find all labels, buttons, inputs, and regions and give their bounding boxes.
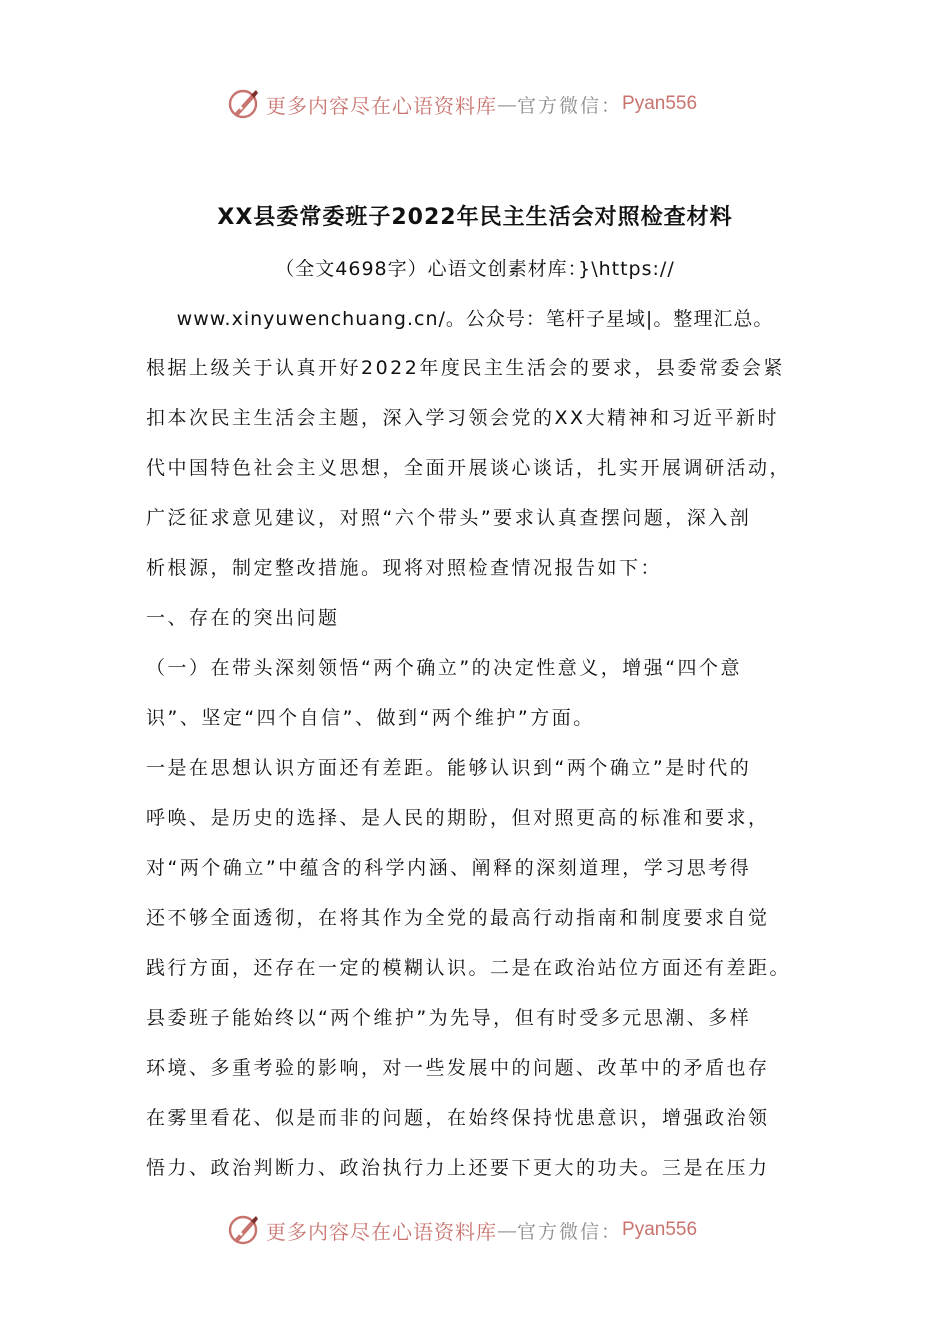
watermark-dash: —	[497, 1218, 517, 1242]
pen-nib-logo-icon	[226, 1212, 262, 1248]
body-line: 县委班子能始终以“两个维护”为先导，但有时受多元思潮、多样	[146, 1007, 752, 1029]
body-line: 广泛征求意见建议，对照“六个带头”要求认真查摆问题，深入剖	[146, 507, 752, 529]
body-line: 析根源，制定整改措施。现将对照检查情况报告如下：	[146, 557, 663, 579]
body-line: 悟力、政治判断力、政治执行力上还要下更大的功夫。三是在压力	[146, 1157, 770, 1179]
subsection-heading: 识”、坚定“四个自信”、做到“两个维护”方面。	[146, 707, 595, 729]
body-line: 践行方面，还存在一定的模糊认识。二是在政治站位方面还有差距。	[146, 957, 792, 979]
body-line: 根据上级关于认真开好2022年度民主生活会的要求，县委常委会紧	[146, 357, 785, 379]
body-line: 扣本次民主生活会主题，深入学习领会党的XX大精神和习近平新时	[146, 407, 780, 429]
pen-nib-logo-icon	[226, 86, 262, 122]
body-line: 在雾里看花、似是而非的问题，在始终保持忧患意识，增强政治领	[146, 1107, 770, 1129]
document-subtitle-line-1: （全文4698字）心语文创素材库：}\https://	[275, 258, 675, 280]
document-subtitle-line-2: www.xinyuwenchuang.cn/。公众号：笔杆子星域|。整理汇总。	[176, 308, 774, 330]
document-title: XX县委常委班子2022年民主生活会对照检查材料	[217, 205, 733, 230]
footer-watermark	[226, 1212, 697, 1248]
watermark-dash: —	[497, 92, 517, 116]
document-body	[146, 350, 826, 1200]
watermark-text: 更多内容尽在心语资料库	[266, 1219, 497, 1244]
watermark-text: 更多内容尽在心语资料库	[266, 93, 497, 118]
body-line: 代中国特色社会主义思想，全面开展谈心谈话，扎实开展调研活动，	[146, 457, 792, 479]
watermark-wechat-id: Pyan556	[622, 93, 698, 114]
body-line: 环境、多重考验的影响，对一些发展中的问题、改革中的矛盾也存	[146, 1057, 770, 1079]
header-watermark	[226, 86, 697, 122]
body-line: 还不够全面透彻，在将其作为全党的最高行动指南和制度要求自觉	[146, 907, 770, 929]
body-line: 对“两个确立”中蕴含的科学内涵、阐释的深刻道理，学习思考得	[146, 857, 752, 879]
section-heading: 一、存在的突出问题	[146, 607, 340, 629]
watermark-wechat-id: Pyan556	[622, 1219, 698, 1240]
watermark-label: 官方微信：	[517, 1220, 623, 1243]
body-line: 一是在思想认识方面还有差距。能够认识到“两个确立”是时代的	[146, 757, 752, 779]
body-line: 呼唤、是历史的选择、是人民的期盼，但对照更高的标准和要求，	[146, 807, 770, 829]
watermark-label: 官方微信：	[517, 94, 623, 117]
subsection-heading: （一）在带头深刻领悟“两个确立”的决定性意义，增强“四个意	[146, 657, 743, 679]
